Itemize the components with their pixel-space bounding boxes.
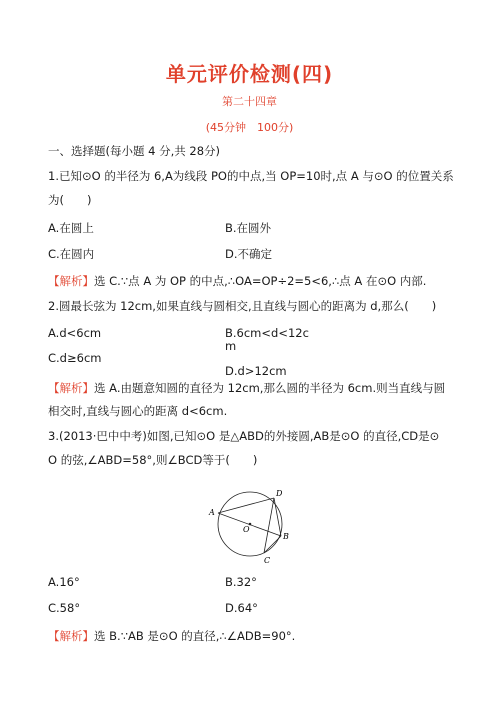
analysis-tag: 【解析】 [48,274,94,288]
q3-option-a: A.16° [48,575,80,589]
q1-stem-line1: 1.已知⊙O 的半径为 6,A为线段 PO的中点,当 OP=10时,点 A 与⊙O 的位置关系 [48,169,454,183]
q3-stem-line1: 3.(2013·巴中中考)如图,已知⊙O 是△ABD的外接圆,AB是⊙O 的直径,CD是⊙ [48,429,440,443]
page-title: 单元评价检测(四) [165,62,334,86]
analysis-tag: 【解析】 [48,381,94,395]
q3-option-c: C.58° [48,601,81,615]
chapter-label: 第二十四章 [222,95,277,108]
analysis-text: 选 A.由题意知圆的直径为 12cm,那么圆的半径为 6cm.则当直线与圆 [94,381,446,395]
q2-analysis-line2: 相交时,直线与圆心的距离 d<6cm. [48,404,228,418]
analysis-text: 选 C.∵点 A 为 OP 的中点,∴OA=OP÷2=5<6,∴点 A 在⊙O 内部. [94,274,427,288]
label-d: D [276,489,283,498]
q1-option-a: A.在圆上 [48,221,94,235]
chord-bd [274,498,281,536]
q2-option-d: D.d>12cm [225,364,287,378]
q1-analysis [48,273,426,289]
q1-stem-line2: 为( ) [48,193,92,207]
q2-option-a: A.d<6cm [48,326,102,340]
q3-option-d: D.64° [225,601,258,615]
q2-analysis-line1 [48,380,445,396]
q2-stem: 2.圆最长弦为 12cm,如果直线与圆相交,且直线与圆心的距离为 d,那么( ) [48,299,437,313]
label-o: O [243,525,250,534]
circle-geometry-figure [205,486,305,566]
q2-option-b-wrap: m [225,339,237,353]
label-b: B [283,532,289,541]
analysis-tag: 【解析】 [48,629,94,643]
q1-option-c: C.在圆内 [48,247,95,261]
label-c: C [264,556,271,565]
time-score-info: (45分钟 100分) [205,121,294,134]
q1-option-b: B.在圆外 [225,221,272,235]
q3-stem-line2: O 的弦,∠ABD=58°,则∠BCD等于( ) [48,453,258,467]
analysis-text: 选 B.∵AB 是⊙O 的直径,∴∠ADB=90°. [94,629,296,643]
label-a: A [209,508,215,517]
q3-analysis [48,628,295,644]
chord-ad [218,498,274,513]
q1-option-d: D.不确定 [225,247,273,261]
q2-option-c: C.d≥6cm [48,351,102,365]
q3-option-b: B.32° [225,575,257,589]
section-heading: 一、选择题(每小题 4 分,共 28分) [48,144,221,158]
q2-option-b: B.6cm<d<12c [225,326,309,340]
